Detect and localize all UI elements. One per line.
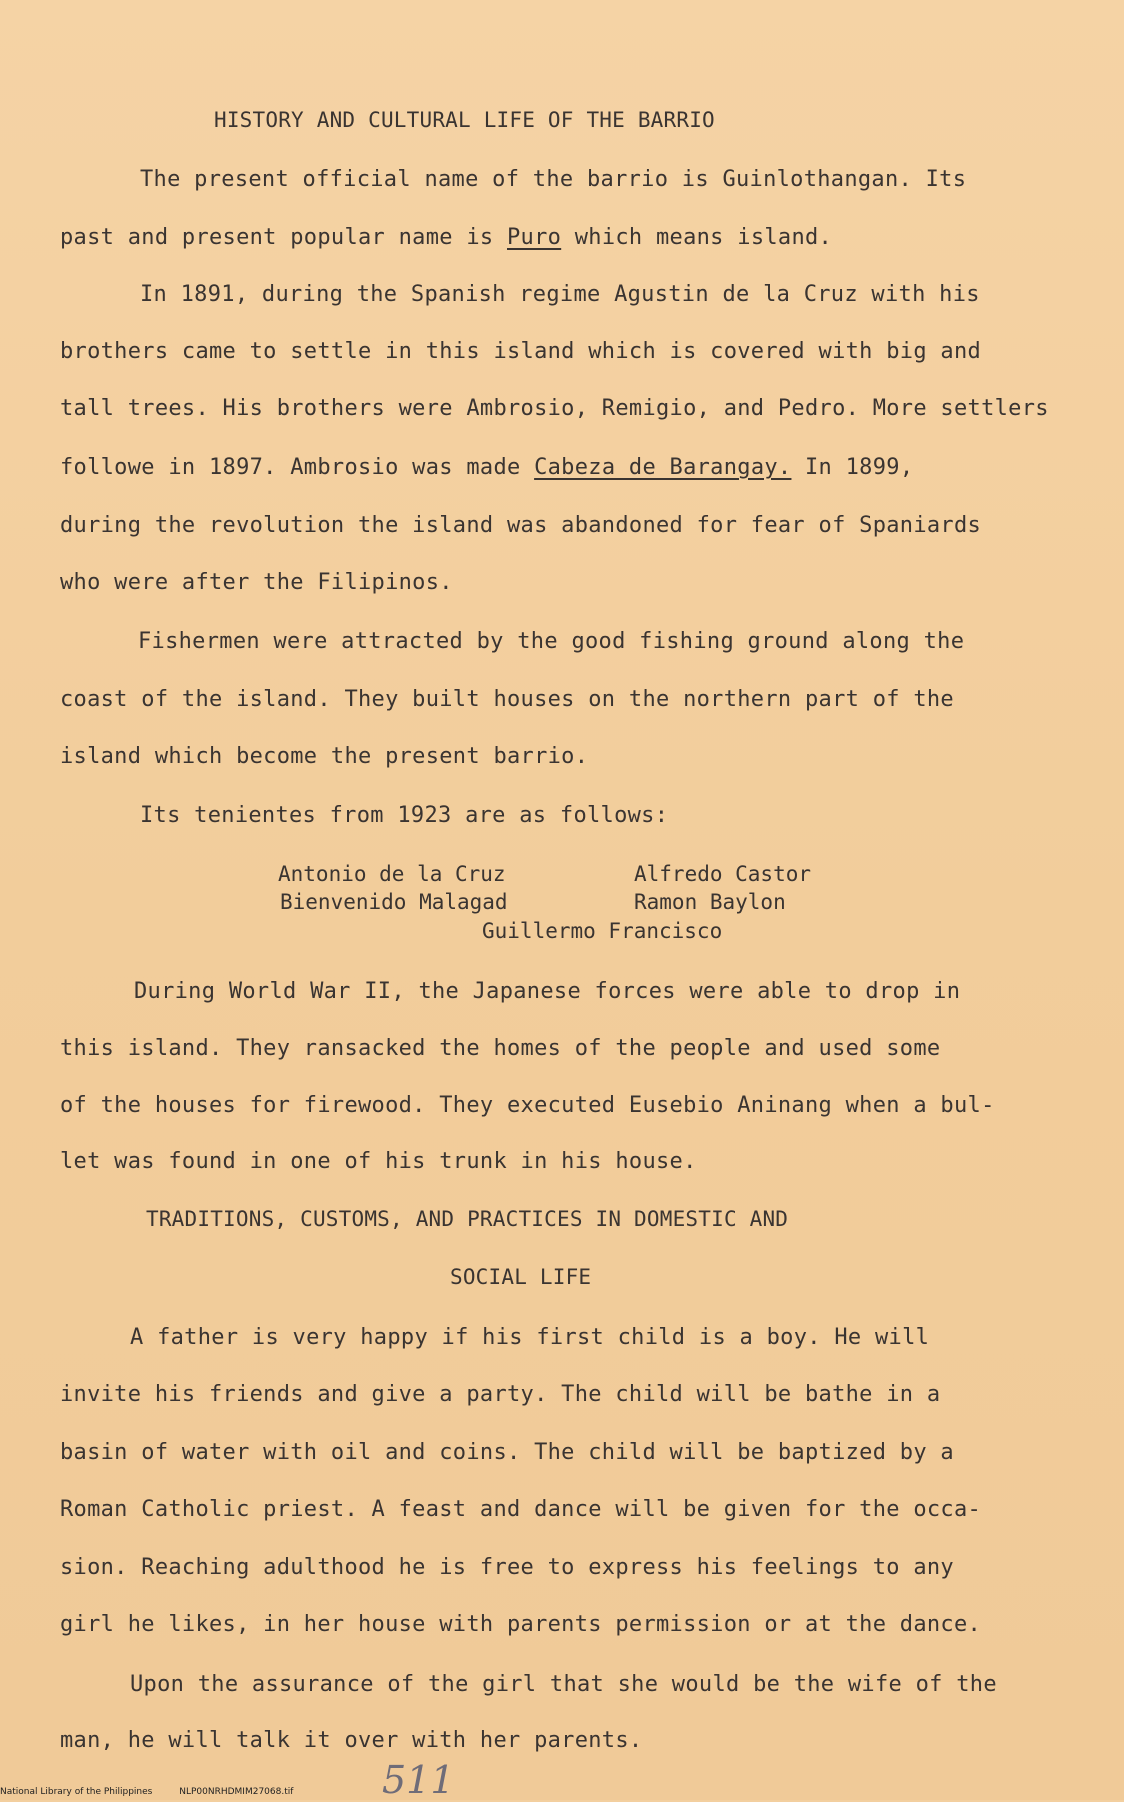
section-heading: TRADITIONS, CUSTOMS, AND PRACTICES IN DOMESTIC AND [146,1207,789,1231]
text-line: tall trees. His brothers were Ambrosio, Remigio, and Pedro. More settlers [60,396,1049,421]
text-line: Upon the assurance of the girl that she would be the wife of the [130,1672,997,1697]
text-span: In 1899, [791,455,914,480]
text-span: past and present popular name is [60,225,507,250]
text-line: of the houses for firewood. They executed Eusebio Aninang when a bul- [60,1093,995,1118]
text-line: sion. Reaching adulthood he is free to express his feelings to any [60,1555,954,1580]
text-line: this island. They ransacked the homes of the people and used some [60,1036,941,1061]
text-line: Its tenientes from 1923 are as follows: [140,803,669,828]
text-line: basin of water with oil and coins. The child will be baptized by a [60,1440,954,1465]
teniente-name: Antonio de la Cruz [278,862,506,886]
teniente-name: Alfredo Castor [634,862,812,886]
text-line: In 1891, during the Spanish regime Agustin de la Cruz with his [140,282,980,307]
text-line: during the revolution the island was abandoned for fear of Spaniards [60,513,982,538]
text-line: During World War II, the Japanese forces were able to drop in [134,979,961,1004]
page-title: HISTORY AND CULTURAL LIFE OF THE BARRIO [214,108,715,132]
text-line: island which become the present barrio. [60,744,589,769]
text-line: who were after the Filipinos. [60,570,453,595]
text-line: invite his friends and give a party. The child will be bathe in a [60,1382,941,1407]
text-span: followe in 1897. Ambrosio was made [60,455,535,480]
text-line: girl he likes, in her house with parents permission or at the dance. [60,1612,982,1637]
page-number: 511 [382,1758,455,1802]
text-line: The present official name of the barrio is Guinlothangan. Its [140,167,967,192]
text-line: A father is very happy if his first child is a boy. He will [130,1325,930,1350]
text-line: brothers came to settle in this island which is covered with big and [60,339,982,364]
underlined-term: Cabeza de Barangay. [534,455,792,480]
underlined-term: Puro [507,225,562,250]
teniente-name: Guillermo Francisco [482,919,723,943]
text-line: let was found in one of his trunk in his house. [60,1149,697,1174]
teniente-name: Bienvenido Malagad [280,890,508,914]
scan-footer [0,1787,317,1797]
text-line: man, he will talk it over with her parents. [60,1728,643,1753]
text-line: Roman Catholic priest. A feast and dance will be given for the occa- [60,1497,982,1522]
library-name: National Library of the Philippines [0,1787,153,1797]
text-line: Fishermen were attracted by the good fishing ground along the [138,629,965,654]
text-line [60,223,1100,253]
section-heading: SOCIAL LIFE [450,1265,592,1289]
file-name: NLP00NRHDMIM27068.tif [179,1787,294,1797]
text-line: coast of the island. They built houses on the northern part of the [60,687,954,712]
text-line [60,453,1100,483]
text-span: which means island. [561,225,833,250]
teniente-name: Ramon Baylon [634,890,786,914]
